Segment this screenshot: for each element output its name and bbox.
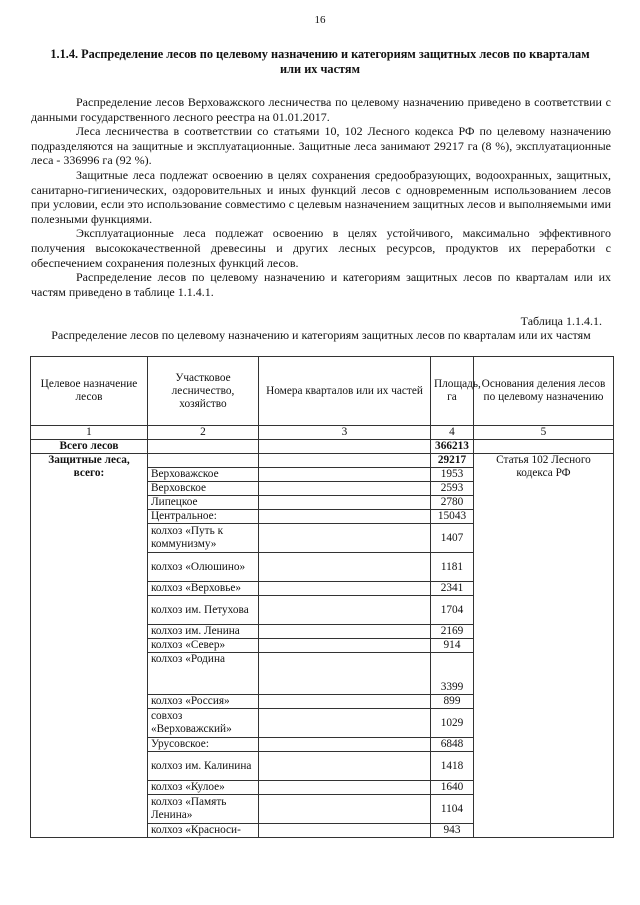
header-cell: Площадь, га (431, 357, 474, 426)
quarter-numbers (259, 795, 431, 824)
total-area: 366213 (431, 440, 474, 454)
quarter-numbers (259, 510, 431, 524)
table-caption: Распределение лесов по целевому назначению и категориям защитных лесов по кварталам или их частям (51, 328, 591, 342)
forestry-name: колхоз «Север» (148, 639, 259, 653)
area-value: 914 (431, 639, 474, 653)
quarter-numbers (259, 625, 431, 639)
forestry-name: колхоз им. Калинина (148, 752, 259, 781)
forest-distribution-table (30, 356, 614, 838)
area-value: 3399 (431, 653, 474, 695)
area-value: 6848 (431, 738, 474, 752)
forestry-name: совхоз «Верховажский» (148, 709, 259, 738)
quarter-numbers (259, 653, 431, 695)
quarter-numbers (259, 824, 431, 838)
col-number: 3 (259, 426, 431, 440)
page-number: 16 (314, 14, 326, 26)
quarter-numbers (259, 524, 431, 553)
header-cell: Основания деления лесов по целевому назначению (474, 357, 614, 426)
area-value: 943 (431, 824, 474, 838)
quarter-numbers (259, 468, 431, 482)
forestry-name: колхоз «Россия» (148, 695, 259, 709)
forestry-name: колхоз «Родина (148, 653, 259, 695)
forestry-name: Верховское (148, 482, 259, 496)
quarter-numbers (259, 709, 431, 738)
column-number-row (31, 426, 614, 440)
forestry-name: колхоз «Красноси- (148, 824, 259, 838)
total-row (31, 440, 614, 454)
area-value: 2341 (431, 582, 474, 596)
col-number: 5 (474, 426, 614, 440)
forestry-name: Верховажское (148, 468, 259, 482)
forestry-name: колхоз «Путь к коммунизму» (148, 524, 259, 553)
col-number: 4 (431, 426, 474, 440)
quarter-numbers (259, 582, 431, 596)
area-value: 1181 (431, 553, 474, 582)
paragraph: Распределение лесов Верховажского лесничества по целевому назначению приведено в соответствии с данными государственного лесного реестра на 01.01.2017. (31, 95, 611, 124)
quarter-numbers (259, 752, 431, 781)
quarter-numbers (259, 781, 431, 795)
protective-label: Защитные леса, всего: (31, 454, 148, 838)
forestry-name: Урусовское: (148, 738, 259, 752)
forestry-name: колхоз «Верховье» (148, 582, 259, 596)
forestry-name: колхоз им. Ленина (148, 625, 259, 639)
area-value: 1029 (431, 709, 474, 738)
quarter-numbers (259, 496, 431, 510)
forestry-name: Центральное: (148, 510, 259, 524)
protective-basis: Статья 102 Лесного кодекса РФ (474, 454, 614, 838)
paragraph: Леса лесничества в соответствии со статьями 10, 102 Лесного кодекса РФ по целевому назначению подразделяются на защитные и эксплуатационные. Защитные леса занимают 29217 га (8 %), эксплуатационные леса - 336996 га (92 %). (31, 124, 611, 168)
area-value: 1418 (431, 752, 474, 781)
forestry-name: колхоз им. Петухова (148, 596, 259, 625)
table-header-row (31, 357, 614, 426)
section-heading: 1.1.4. Распределение лесов по целевому назначению и категориям защитных лесов по кварталам или их частям (50, 47, 590, 76)
protective-area: 29217 (431, 454, 474, 468)
body-text (31, 95, 611, 299)
total-label: Всего лесов (31, 440, 148, 454)
paragraph: Защитные леса подлежат освоению в целях сохранения средообразующих, водоохранных, защитных, санитарно-гигиенических, оздоровительных и иных функций лесов с одновременным использованием лесов при условии, если это использование совместимо с целевым назначением защитных лесов и выполняемыми ими полезными функциями. (31, 167, 611, 226)
paragraph: Эксплуатационные леса подлежат освоению в целях устойчивого, максимально эффективного получения высококачественной древесины и других лесных ресурсов, продуктов их переработки с обеспечением сохранения полезных функций лесов. (31, 226, 611, 270)
area-value: 1104 (431, 795, 474, 824)
paragraph: Распределение лесов по целевому назначению и категориям защитных лесов по кварталам или их частям приведено в таблице 1.1.4.1. (31, 270, 611, 299)
protective-row (31, 454, 614, 468)
area-value: 15043 (431, 510, 474, 524)
area-value: 1704 (431, 596, 474, 625)
forestry-name: Липецкое (148, 496, 259, 510)
header-cell: Целевое назначение лесов (31, 357, 148, 426)
area-value: 1407 (431, 524, 474, 553)
quarter-numbers (259, 596, 431, 625)
area-value: 2593 (431, 482, 474, 496)
header-cell: Номера кварталов или их частей (259, 357, 431, 426)
forestry-name: колхоз «Кулое» (148, 781, 259, 795)
quarter-numbers (259, 639, 431, 653)
area-value: 899 (431, 695, 474, 709)
forestry-name: колхоз «Память Ленина» (148, 795, 259, 824)
header-cell: Участковое лесничество, хозяйство (148, 357, 259, 426)
quarter-numbers (259, 553, 431, 582)
area-value: 1640 (431, 781, 474, 795)
quarter-numbers (259, 738, 431, 752)
quarter-numbers (259, 695, 431, 709)
col-number: 2 (148, 426, 259, 440)
table-number: Таблица 1.1.4.1. (520, 314, 602, 328)
area-value: 1953 (431, 468, 474, 482)
area-value: 2780 (431, 496, 474, 510)
col-number: 1 (31, 426, 148, 440)
forestry-name: колхоз «Олюшино» (148, 553, 259, 582)
quarter-numbers (259, 482, 431, 496)
area-value: 2169 (431, 625, 474, 639)
